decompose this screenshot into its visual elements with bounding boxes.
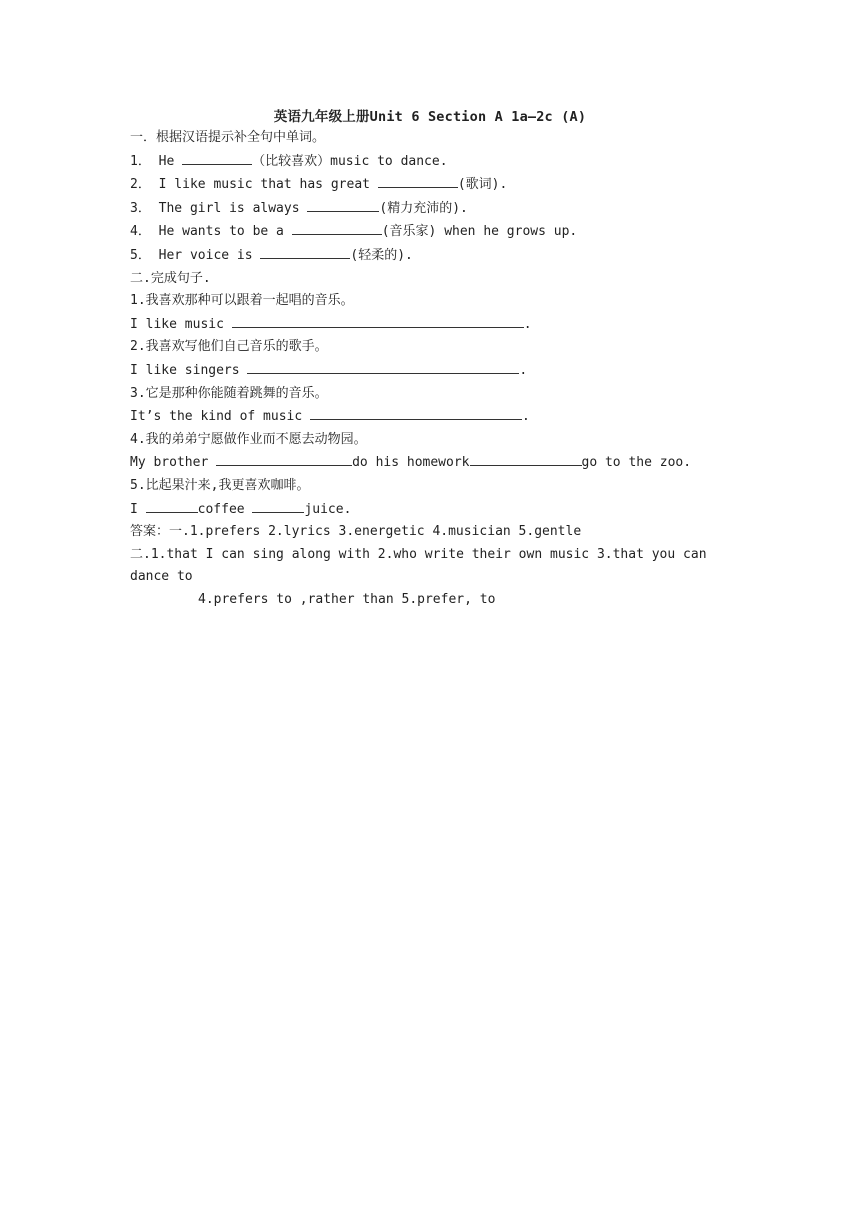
answer-blank[interactable] — [146, 498, 198, 513]
section1-heading: 一．根据汉语提示补全句中单词。 — [130, 130, 326, 145]
answer-blank[interactable] — [252, 498, 304, 513]
exercise-item: 5． Her voice is (轻柔的). — [130, 244, 740, 268]
section2-heading: 二.完成句子. — [130, 270, 211, 286]
answer-blank[interactable] — [307, 197, 379, 212]
question-chinese: 3.它是那种你能随着跳舞的音乐。 — [130, 385, 328, 401]
question-english: I coffee juice. — [130, 498, 740, 522]
exercise-item: 1． He （比较喜欢）music to dance. — [130, 150, 740, 174]
question-chinese: 4.我的弟弟宁愿做作业而不愿去动物园。 — [130, 431, 367, 447]
answer-blank[interactable] — [216, 451, 352, 466]
answer-blank[interactable] — [470, 451, 582, 466]
exercise-item: 2． I like music that has great (歌词). — [130, 173, 740, 197]
answer-blank[interactable] — [292, 220, 382, 235]
answer-blank[interactable] — [310, 405, 522, 420]
answer-blank[interactable] — [260, 244, 350, 259]
question-chinese: 5.比起果汁来,我更喜欢咖啡。 — [130, 477, 310, 493]
question-chinese: 1.我喜欢那种可以跟着一起唱的音乐。 — [130, 293, 354, 309]
answer-key-line: 二.1.that I can sing along with 2.who write their own music 3.that you can dance to — [130, 546, 707, 585]
question-chinese: 2.我喜欢写他们自己音乐的歌手。 — [130, 339, 328, 355]
document-body — [130, 127, 740, 611]
answer-key-line: 4.prefers to ,rather than 5.prefer, to — [198, 591, 496, 607]
page-title: 英语九年级上册Unit 6 Section A 1a—2c (A) — [273, 109, 587, 125]
question-english: I like music . — [130, 313, 740, 337]
exercise-item: 4． He wants to be a (音乐家) when he grows up. — [130, 220, 740, 244]
question-english: I like singers . — [130, 359, 740, 383]
answer-key-line: 答案：一.1.prefers 2.lyrics 3.energetic 4.musician 5.gentle — [130, 524, 582, 540]
answer-blank[interactable] — [247, 359, 519, 374]
answer-blank[interactable] — [182, 150, 252, 165]
answer-blank[interactable] — [232, 313, 524, 328]
question-english: My brother do his homework go to the zoo. — [130, 451, 740, 475]
question-english: It’s the kind of music . — [130, 405, 740, 429]
exercise-item: 3． The girl is always (精力充沛的). — [130, 197, 740, 221]
answer-blank[interactable] — [378, 173, 458, 188]
